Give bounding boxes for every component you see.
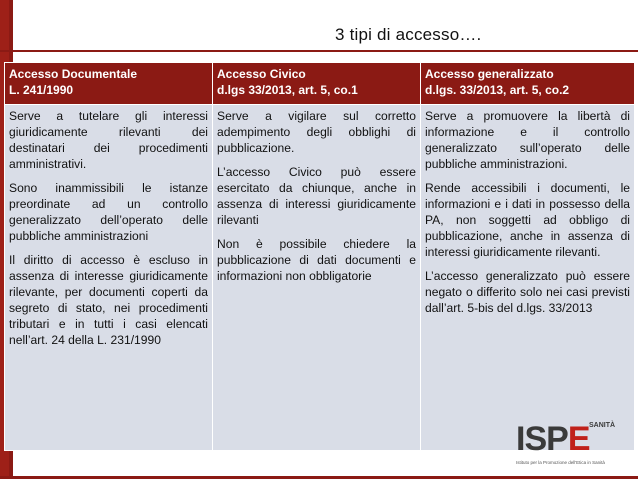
table-body-row [5,105,635,451]
slide-title: 3 tipi di accesso…. [335,25,482,44]
cell-paragraph: Serve a promuovere la libertà di informazione e il controllo generalizzato sull’operato delle pubbliche amministrazioni. [425,109,630,171]
cell-paragraph: L’accesso Civico può essere esercitato da chiunque, anche in assenza di interessi giuridicamente rilevanti [217,165,416,227]
cell-paragraph: Non è possibile chiedere la pubblicazione di dati documenti e informazioni non obbligatorie [217,237,416,283]
logo-wordmark [516,420,590,459]
cell-paragraph: Serve a vigilare sul corretto adempimento degli obblighi di pubblicazione. [217,109,416,155]
header-title: Accesso Civico [217,67,306,81]
cell-paragraph: Serve a tutelare gli interessi giuridicamente rilevanti dei destinatari dei procedimenti amministrativi. [9,109,208,171]
ispe-sanita-logo [516,420,638,470]
cell-paragraph: Il diritto di accesso è escluso in assenza di interesse giuridicamente rilevante, per documenti coperti da segreto di stato, nei procedimenti tributari e in tutti i casi elencati nell’art. 24 della L. 231/1990 [9,253,208,347]
cell-paragraph: Sono inammissibili le istanze preordinate ad un controllo generalizzato dell’operato delle pubbliche amministrazioni [9,181,208,243]
header-law: L. 241/1990 [9,83,74,97]
header-title: Accesso Documentale [9,67,138,81]
header-accesso-documentale [5,63,213,105]
header-law: d.lgs 33/2013, art. 5, co.1 [217,83,358,97]
access-types-table [4,62,635,451]
header-accesso-generalizzato [421,63,635,105]
logo-text: ISP [516,420,568,458]
title-divider [0,50,638,52]
cell-accesso-documentale [5,105,213,451]
header-law: d.lgs. 33/2013, art. 5, co.2 [425,83,570,97]
table-header-row [5,63,635,105]
cell-accesso-civico [213,105,421,451]
cell-paragraph: L’accesso generalizzato può essere negato o differito solo nei casi previsti dall’art. 5-bis del d.lgs. 33/2013 [425,269,630,315]
cell-accesso-generalizzato [421,105,635,451]
header-title: Accesso generalizzato [425,67,554,81]
header-accesso-civico [213,63,421,105]
cell-paragraph: Rende accessibili i documenti, le informazioni e i dati in possesso della PA, non soggetti ad obbligo di pubblicazione, anche in assenza di interessi giuridicamente rilevanti. [425,181,630,259]
logo-tagline: Istituto per la Promozione dell'Etica in Sanità [516,460,605,465]
logo-subtitle: SANITÀ [589,422,616,429]
logo-accent-letter: E [567,420,590,458]
